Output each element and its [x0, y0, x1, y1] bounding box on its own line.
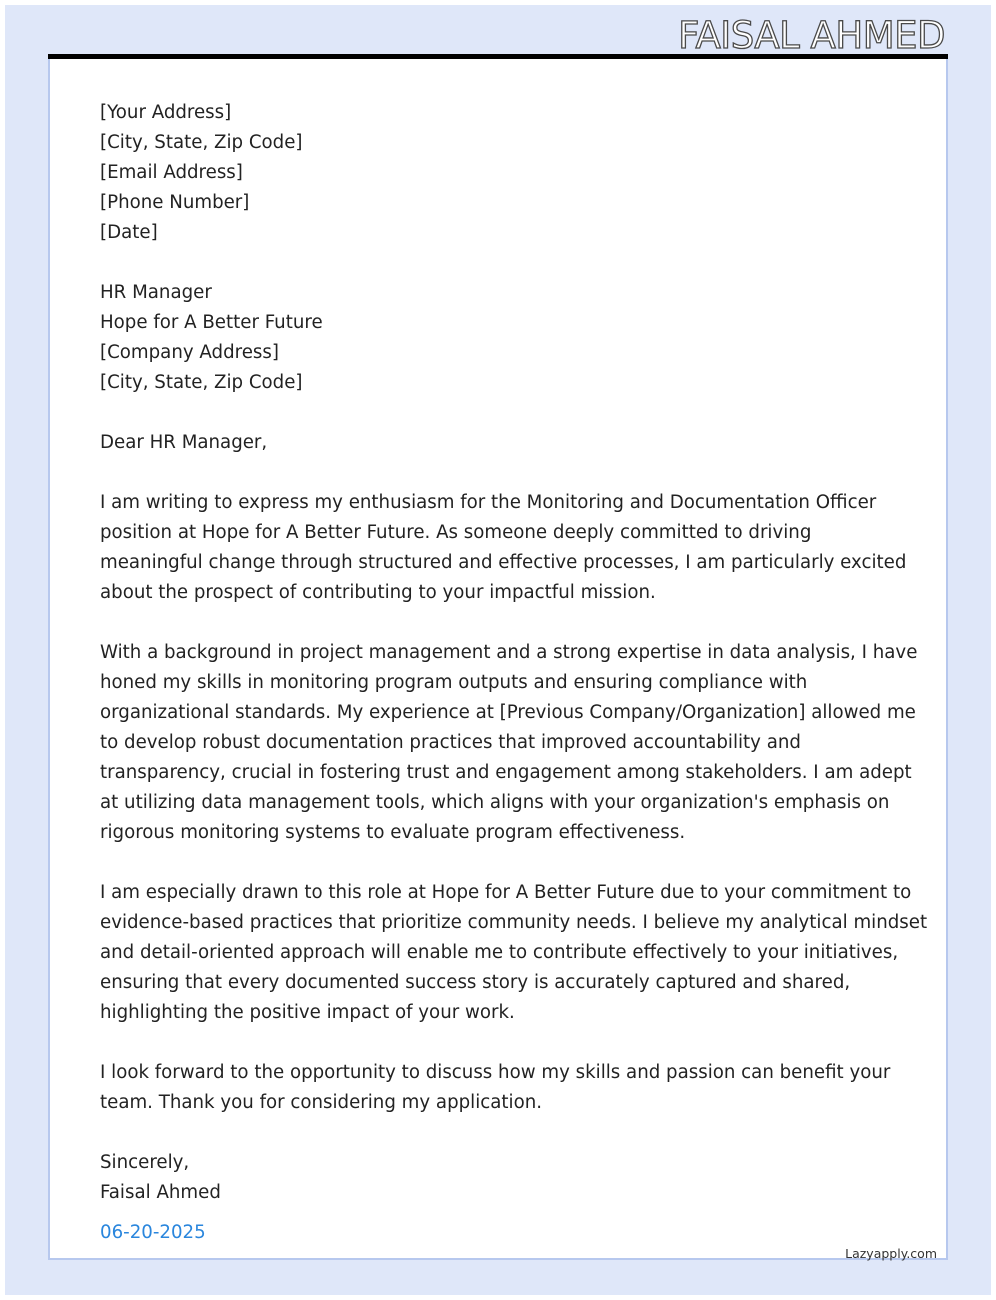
paragraph-line: ensuring that every documented success story is accurately captured and shared, — [100, 972, 851, 993]
paragraph-line: honed my skills in monitoring program outputs and ensuring compliance with — [100, 672, 808, 693]
body-paragraph — [100, 878, 928, 1028]
sender-phone: [Phone Number] — [100, 192, 250, 213]
recipient-block — [100, 278, 900, 398]
paragraph-line: meaningful change through structured and effective processes, I am particularly excited — [100, 552, 907, 573]
body-paragraph — [100, 488, 907, 608]
closing: Sincerely, — [100, 1152, 190, 1173]
sender-city: [City, State, Zip Code] — [100, 132, 303, 153]
paragraph-line: highlighting the positive impact of your work. — [100, 1002, 515, 1023]
paragraph-line: team. Thank you for considering my application. — [100, 1092, 543, 1113]
body-paragraph — [100, 1058, 900, 1118]
salutation: Dear HR Manager, — [100, 432, 268, 453]
paragraph-line: I am writing to express my enthusiasm for the Monitoring and Documentation Officer — [100, 492, 877, 513]
applicant-name-heading: FAISAL AHMED — [678, 14, 945, 57]
body-paragraph — [100, 638, 918, 848]
paragraph-line: and detail-oriented approach will enable me to contribute effectively to your initiatives, — [100, 942, 899, 963]
sender-address: [Your Address] — [100, 102, 232, 123]
paragraph-line: With a background in project management and a strong expertise in data analysis, I have — [100, 642, 918, 663]
paragraph-line: position at Hope for A Better Future. As someone deeply committed to driving — [100, 522, 812, 543]
sender-email: [Email Address] — [100, 162, 243, 183]
paragraph-line: transparency, crucial in fostering trust and engagement among stakeholders. I am adept — [100, 762, 912, 783]
paragraph-line: evidence-based practices that prioritize community needs. I believe my analytical mindset — [100, 912, 928, 933]
paragraph-line: to develop robust documentation practices that improved accountability and — [100, 732, 801, 753]
sender-date: [Date] — [100, 222, 158, 243]
paragraph-line: organizational standards. My experience at [Previous Company/Organization] allowed me — [100, 702, 916, 723]
paragraph-line: I look forward to the opportunity to discuss how my skills and passion can benefit your — [100, 1062, 891, 1083]
signature-name: Faisal Ahmed — [100, 1182, 221, 1203]
paragraph-line: at utilizing data management tools, which aligns with your organization's emphasis on — [100, 792, 890, 813]
paragraph-line: I am especially drawn to this role at Hope for A Better Future due to your commitment to — [100, 882, 912, 903]
letter-body — [100, 98, 928, 1208]
sender-block — [100, 98, 900, 248]
paragraph-line: about the prospect of contributing to your impactful mission. — [100, 582, 656, 603]
footer-credit: Lazyapply.com — [845, 1246, 937, 1261]
paragraph-line: rigorous monitoring systems to evaluate program effectiveness. — [100, 822, 686, 843]
recipient-address: [Company Address] — [100, 342, 279, 363]
footer-date: 06-20-2025 — [100, 1222, 206, 1243]
recipient-city: [City, State, Zip Code] — [100, 372, 303, 393]
recipient-title: HR Manager — [100, 282, 212, 303]
recipient-company: Hope for A Better Future — [100, 312, 323, 333]
